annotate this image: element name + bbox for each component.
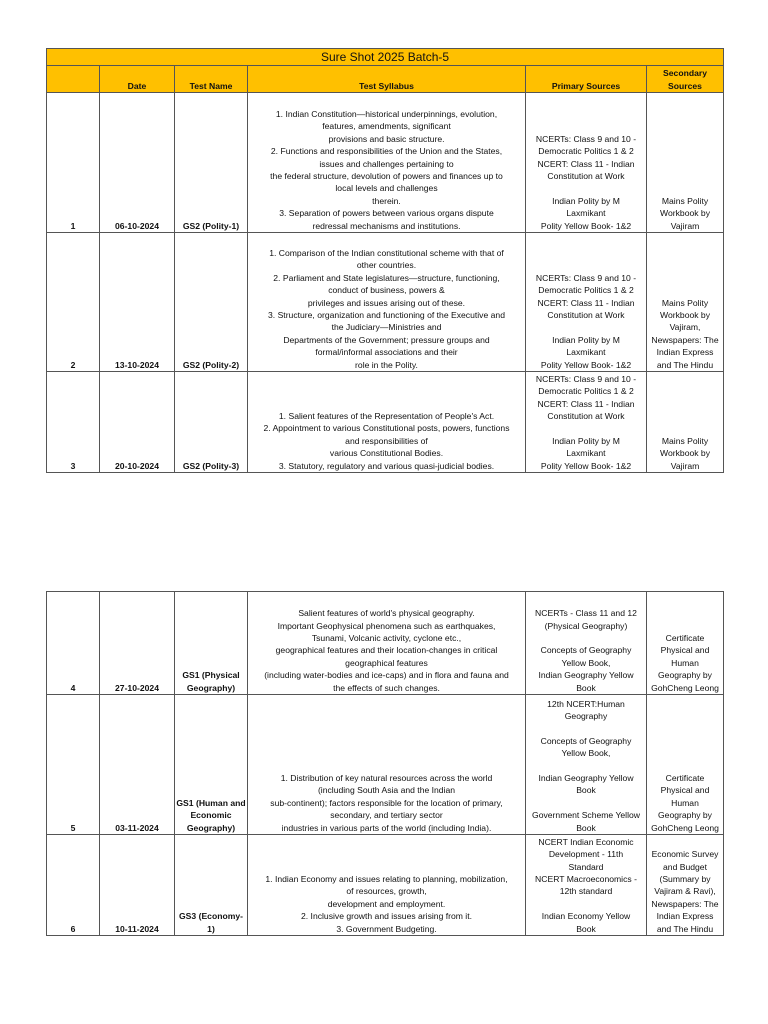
row-number: 1 (47, 93, 100, 233)
row-date: 03-11-2024 (100, 695, 175, 835)
row-test-name: GS3 (Economy- 1) (175, 835, 248, 936)
header-date: Date (100, 66, 175, 93)
table-title: Sure Shot 2025 Batch-5 (47, 49, 724, 66)
table-row (47, 372, 724, 473)
row-date: 13-10-2024 (100, 233, 175, 372)
table-row (47, 233, 724, 372)
header-syllabus: Test Syllabus (248, 66, 526, 93)
row-syllabus: 1. Salient features of the Representation of People's Act. 2. Appointment to various Constitutional posts, powers, functions and responsibilities of various Constitutional Bodies. 3. Statutory, regulatory and various quasi-judicial bodies. (248, 372, 526, 473)
row-test-name: GS1 (Human and Economic Geography) (175, 695, 248, 835)
table-row (47, 592, 724, 695)
row-syllabus: Salient features of world's physical geography. Important Geophysical phenomena such as earthquakes, Tsunami, Volcanic activity, cyclone etc., geographical features and their location-changes in critical geographical features (including water-bodies and ice-caps) and in flora and fauna and the effects of such changes. (248, 592, 526, 695)
header-num (47, 66, 100, 93)
row-number: 3 (47, 372, 100, 473)
row-number: 5 (47, 695, 100, 835)
row-test-name: GS2 (Polity-3) (175, 372, 248, 473)
row-secondary-sources: Mains Polity Workbook by Vajiram (647, 372, 724, 473)
row-primary-sources: NCERTs: Class 9 and 10 - Democratic Politics 1 & 2 NCERT: Class 11 - Indian Constitution at Work Indian Polity by M Laxmikant Polity Yellow Book- 1&2 (526, 233, 647, 372)
schedule-table-2 (46, 591, 724, 936)
row-secondary-sources: Certificate Physical and Human Geography by GohCheng Leong (647, 592, 724, 695)
table-row (47, 835, 724, 936)
row-date: 06-10-2024 (100, 93, 175, 233)
header-row (47, 66, 724, 93)
row-syllabus: 1. Comparison of the Indian constitutional scheme with that of other countries. 2. Parliament and State legislatures—structure, functioning, conduct of business, powers & privileges and issues arising out of these. 3. Structure, organization and functioning of the Executive and the Judiciary—Ministries and Departments of the Government; pressure groups and formal/informal associations and their role in the Polity. (248, 233, 526, 372)
row-secondary-sources: Mains Polity Workbook by Vajiram, Newspapers: The Indian Express and The Hindu (647, 233, 724, 372)
row-primary-sources: NCERTs - Class 11 and 12 (Physical Geography) Concepts of Geography Yellow Book, Indian Geography Yellow Book (526, 592, 647, 695)
row-number: 4 (47, 592, 100, 695)
row-test-name: GS1 (Physical Geography) (175, 592, 248, 695)
row-secondary-sources: Certificate Physical and Human Geography by GohCheng Leong (647, 695, 724, 835)
row-date: 20-10-2024 (100, 372, 175, 473)
title-row (47, 49, 724, 66)
row-syllabus: 1. Indian Constitution—historical underpinnings, evolution, features, amendments, significant provisions and basic structure. 2. Functions and responsibilities of the Union and the States, issues and challenges pertaining to the federal structure, devolution of powers and finances up to local levels and challenges therein. 3. Separation of powers between various organs dispute redressal mechanisms and institutions. (248, 93, 526, 233)
header-secondary-sources: Secondary Sources (647, 66, 724, 93)
row-syllabus: 1. Indian Economy and issues relating to planning, mobilization, of resources, growth, development and employment. 2. Inclusive growth and issues arising from it. 3. Government Budgeting. (248, 835, 526, 936)
row-number: 2 (47, 233, 100, 372)
row-number: 6 (47, 835, 100, 936)
row-syllabus: 1. Distribution of key natural resources across the world (including South Asia and the Indian sub-continent); factors responsible for the location of primary, secondary, and tertiary sector industries in various parts of the world (including India). (248, 695, 526, 835)
row-primary-sources: NCERTs: Class 9 and 10 - Democratic Politics 1 & 2 NCERT: Class 11 - Indian Constitution at Work Indian Polity by M Laxmikant Polity Yellow Book- 1&2 (526, 372, 647, 473)
header-test-name: Test Name (175, 66, 248, 93)
row-test-name: GS2 (Polity-1) (175, 93, 248, 233)
header-primary-sources: Primary Sources (526, 66, 647, 93)
row-date: 27-10-2024 (100, 592, 175, 695)
row-secondary-sources: Mains Polity Workbook by Vajiram (647, 93, 724, 233)
schedule-table-1 (46, 48, 724, 473)
row-test-name: GS2 (Polity-2) (175, 233, 248, 372)
row-primary-sources: NCERTs: Class 9 and 10 - Democratic Politics 1 & 2 NCERT: Class 11 - Indian Constitution at Work Indian Polity by M Laxmikant Polity Yellow Book- 1&2 (526, 93, 647, 233)
row-secondary-sources: Economic Survey and Budget (Summary by Vajiram & Ravi), Newspapers: The Indian Express and The Hindu (647, 835, 724, 936)
row-primary-sources: NCERT Indian Economic Development - 11th Standard NCERT Macroeconomics - 12th standard Indian Economy Yellow Book (526, 835, 647, 936)
table-row (47, 695, 724, 835)
row-date: 10-11-2024 (100, 835, 175, 936)
table-row (47, 93, 724, 233)
row-primary-sources: 12th NCERT:Human Geography Concepts of Geography Yellow Book, Indian Geography Yellow Book Government Scheme Yellow Book (526, 695, 647, 835)
